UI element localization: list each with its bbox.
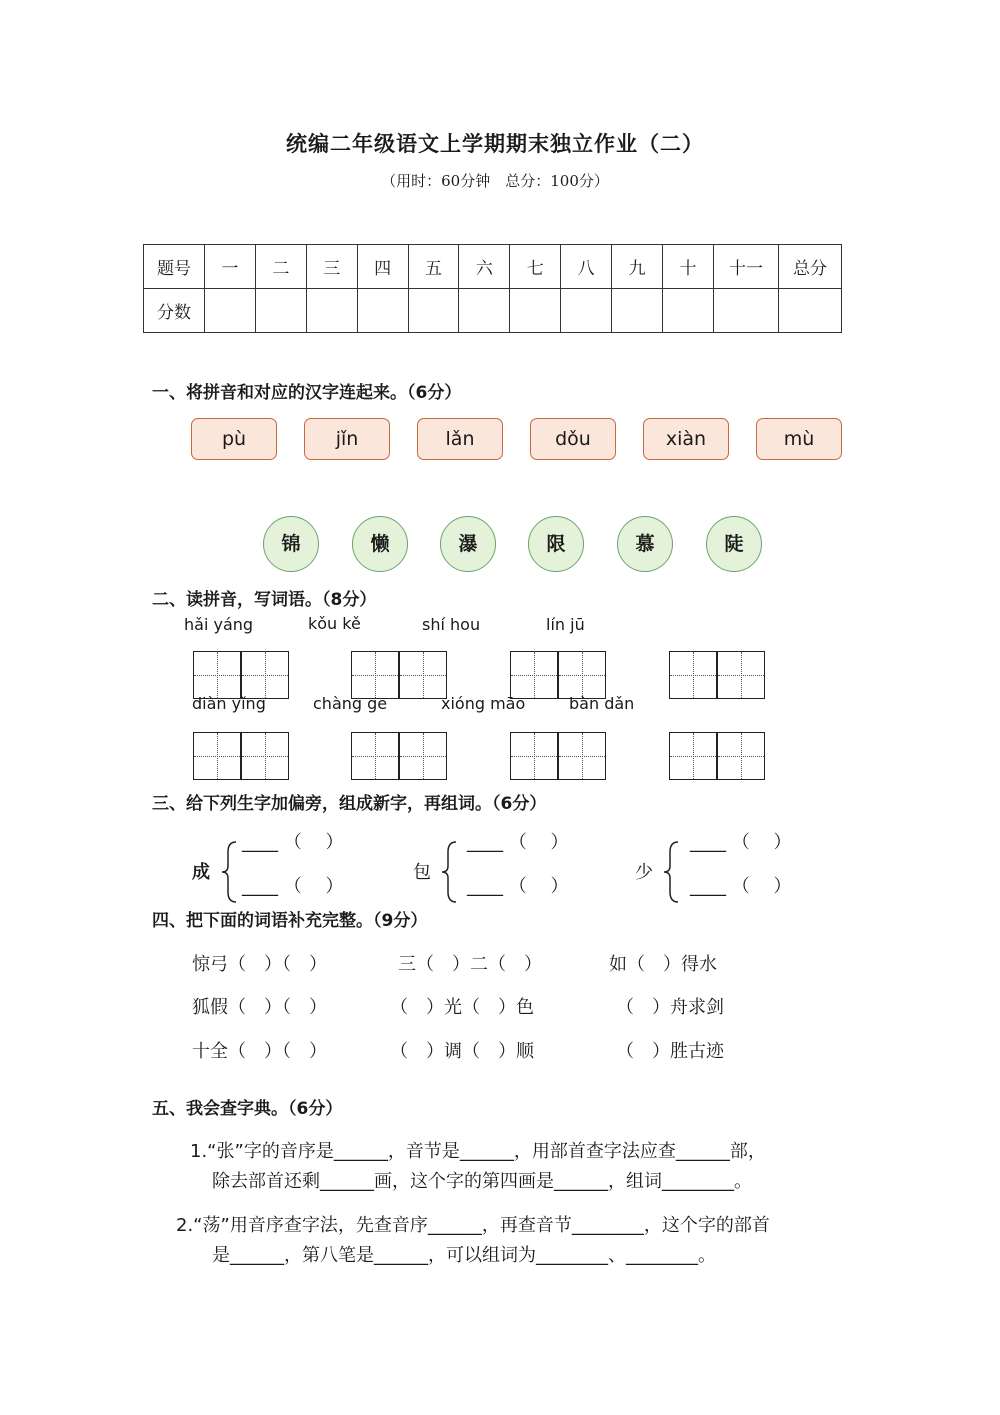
char-circle[interactable]: 慕 [617,516,673,572]
writing-grid[interactable] [399,732,447,780]
writing-grid[interactable] [669,732,717,780]
blank-answer[interactable]: ____ （ ） [242,876,344,897]
pinyin-label: bàn dǎn [569,694,635,713]
writing-grid[interactable] [510,732,558,780]
blank-answer[interactable]: ____ （ ） [242,832,344,853]
base-char: 成 [192,862,210,883]
score-cell[interactable] [408,289,459,333]
table-cell: 六 [459,245,510,289]
brace-icon [662,840,680,904]
writing-grid[interactable] [717,732,765,780]
writing-grid[interactable] [510,651,558,699]
writing-grid[interactable] [399,651,447,699]
score-table-header-row [144,245,842,289]
char-circle[interactable]: 陡 [706,516,762,572]
idiom-item[interactable]: （ ）调（ ）顺 [390,1041,534,1062]
table-cell: 八 [561,245,612,289]
pinyin-label: lín jū [546,615,585,634]
score-cell[interactable] [459,289,510,333]
pinyin-label: chàng ge [313,694,388,713]
pinyin-box[interactable]: dǒu [530,418,616,460]
table-cell: 二 [255,245,306,289]
score-cell[interactable] [205,289,256,333]
q1-heading: 一、将拼音和对应的汉字连起来。（6分） [152,383,462,403]
score-cell[interactable] [779,289,842,333]
table-cell: 十一 [714,245,779,289]
idiom-item[interactable]: 惊弓（ ）（ ） [192,954,327,975]
score-cell[interactable] [714,289,779,333]
writing-grid[interactable] [193,732,241,780]
table-cell: 题号 [144,245,205,289]
score-cell[interactable] [306,289,357,333]
table-cell: 七 [510,245,561,289]
writing-grid[interactable] [241,732,289,780]
score-cell[interactable] [255,289,306,333]
dictionary-question-line[interactable]: 2.“荡”用音序查字法，先查音序______，再查音节________，这个字的部首 [176,1215,770,1236]
idiom-item[interactable]: 狐假（ ）（ ） [192,997,327,1018]
page-title: 统编二年级语文上学期期末独立作业（二） [286,132,704,156]
blank-answer[interactable]: ____ （ ） [690,876,792,897]
writing-grid[interactable] [717,651,765,699]
table-cell: 十 [663,245,714,289]
q2-heading: 二、读拼音，写词语。（8分） [152,590,377,610]
q4-heading: 四、把下面的词语补充完整。（9分） [152,911,428,931]
page-subtitle: （用时：60分钟 总分：100分） [381,172,609,190]
pinyin-box[interactable]: mù [756,418,842,460]
idiom-item[interactable]: 如（ ）得水 [609,954,717,975]
table-cell: 总分 [779,245,842,289]
blank-answer[interactable]: ____ （ ） [690,832,792,853]
pinyin-box[interactable]: jǐn [304,418,390,460]
dictionary-question-line[interactable]: 1.“张”字的音序是______，音节是______，用部首查字法应查______部， [190,1141,766,1162]
char-circle[interactable]: 锦 [263,516,319,572]
writing-grid[interactable] [241,651,289,699]
pinyin-label: kǒu kě [308,614,361,633]
writing-grid[interactable] [669,651,717,699]
score-cell[interactable] [612,289,663,333]
pinyin-label: diàn yǐng [192,694,266,713]
idiom-item[interactable]: 三（ ）二（ ） [398,954,542,975]
base-char: 包 [413,862,431,883]
dictionary-question-line[interactable]: 是______，第八笔是______，可以组词为________、________。 [212,1245,716,1266]
q3-heading: 三、给下列生字加偏旁，组成新字，再组词。（6分） [152,794,547,814]
table-cell: 一 [205,245,256,289]
char-circle[interactable]: 懒 [352,516,408,572]
pinyin-label: xióng māo [441,694,526,713]
score-cell[interactable] [357,289,408,333]
score-cell[interactable] [510,289,561,333]
writing-grid[interactable] [351,651,399,699]
pinyin-box[interactable]: xiàn [643,418,729,460]
idiom-item[interactable]: 十全（ ）（ ） [192,1041,327,1062]
brace-icon [440,840,458,904]
table-cell: 三 [306,245,357,289]
writing-grid[interactable] [558,732,606,780]
blank-answer[interactable]: ____ （ ） [467,832,569,853]
char-circle[interactable]: 限 [528,516,584,572]
idiom-item[interactable]: （ ）舟求剑 [616,997,724,1018]
score-cell[interactable] [663,289,714,333]
score-cell[interactable] [561,289,612,333]
writing-grid[interactable] [558,651,606,699]
char-circle[interactable]: 瀑 [440,516,496,572]
base-char: 少 [635,862,653,883]
idiom-item[interactable]: （ ）胜古迹 [616,1041,724,1062]
table-cell: 分数 [144,289,205,333]
writing-grid[interactable] [193,651,241,699]
brace-icon [220,840,238,904]
q5-heading: 五、我会查字典。（6分） [152,1099,343,1119]
writing-grid[interactable] [351,732,399,780]
dictionary-question-line[interactable]: 除去部首还剩______画，这个字的第四画是______，组词________。 [212,1171,752,1192]
pinyin-label: shí hou [422,615,481,634]
pinyin-label: hǎi yáng [184,615,254,634]
pinyin-box[interactable]: lǎn [417,418,503,460]
table-cell: 五 [408,245,459,289]
score-table-score-row [144,289,842,333]
table-cell: 九 [612,245,663,289]
pinyin-box[interactable]: pù [191,418,277,460]
idiom-item[interactable]: （ ）光（ ）色 [390,997,534,1018]
blank-answer[interactable]: ____ （ ） [467,876,569,897]
table-cell: 四 [357,245,408,289]
score-table [143,244,842,333]
